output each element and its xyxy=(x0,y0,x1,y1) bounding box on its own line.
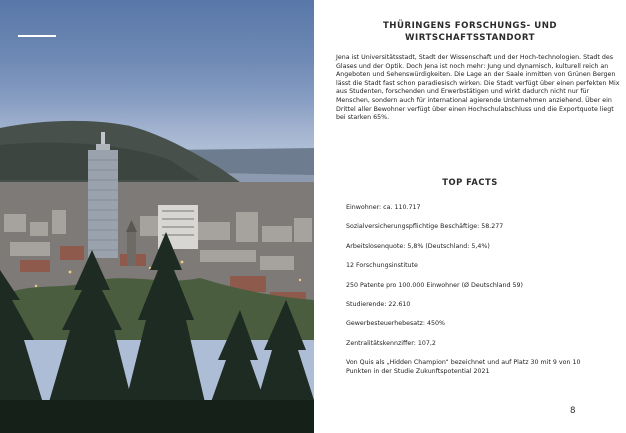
fact-item: 12 Forschungsinstitute xyxy=(346,262,418,270)
fact-item: Studierende: 22.610 xyxy=(346,300,411,308)
page-title-line-1: THÜRINGENS FORSCHUNGS- UND xyxy=(382,21,558,31)
facts-heading: TOP FACTS xyxy=(442,177,498,187)
accent-rule xyxy=(18,35,56,37)
fact-item: Arbeitslosenquote: 5,8% (Deutschland: 5,4%) xyxy=(346,242,490,250)
page-number: 8 xyxy=(570,406,576,416)
fact-item: Von Quis als „Hidden Champion“ bezeichnet und auf Platz 30 mit 9 von 10 Punkten in der Studie Zukunftspotential 2021 xyxy=(346,359,581,375)
fact-item: Gewerbesteuerhebesatz: 450% xyxy=(346,320,445,328)
fact-item: 250 Patente pro 100.000 Einwohner (Ø Deutschland 59) xyxy=(346,281,523,289)
fact-item: Zentralitätskennziffer: 107,2 xyxy=(346,339,436,347)
fact-item: Sozialversicherungspflichtige Beschäftige: 58.277 xyxy=(346,223,504,231)
page-title xyxy=(334,20,606,44)
facts-list xyxy=(346,204,608,387)
page-title-line-2: WIRTSCHAFTSSTANDORT xyxy=(405,33,535,43)
intro-paragraph: Jena ist Universitätsstadt, Stadt der Wissenschaft und der Hoch-technologien. Stadt des Glases und der Optik. Doch Jena ist noch mehr: Jung und dynamisch, kulturell reich an Angeboten und Sehenswürdigkeiten. Die Lage an der Saale inmitten von Grünen Bergen lässt die Stadt fast schon paradiesisch wirken. Die Stadt verfügt über einen perfekten Mix aus Studenten, forschenden und Erwerbstätigen und wirkt dadurch nicht nur für Menschen, sondern auch für international agierende Unternehmen anziehend. Über ein Drittel aller Bewohner verfügt über einen Hochschulabschluss und die Exportquote liegt bei starken 65%. xyxy=(336,54,620,122)
fact-item: Einwohner: ca. 110.717 xyxy=(346,204,421,211)
text-page xyxy=(314,0,626,433)
